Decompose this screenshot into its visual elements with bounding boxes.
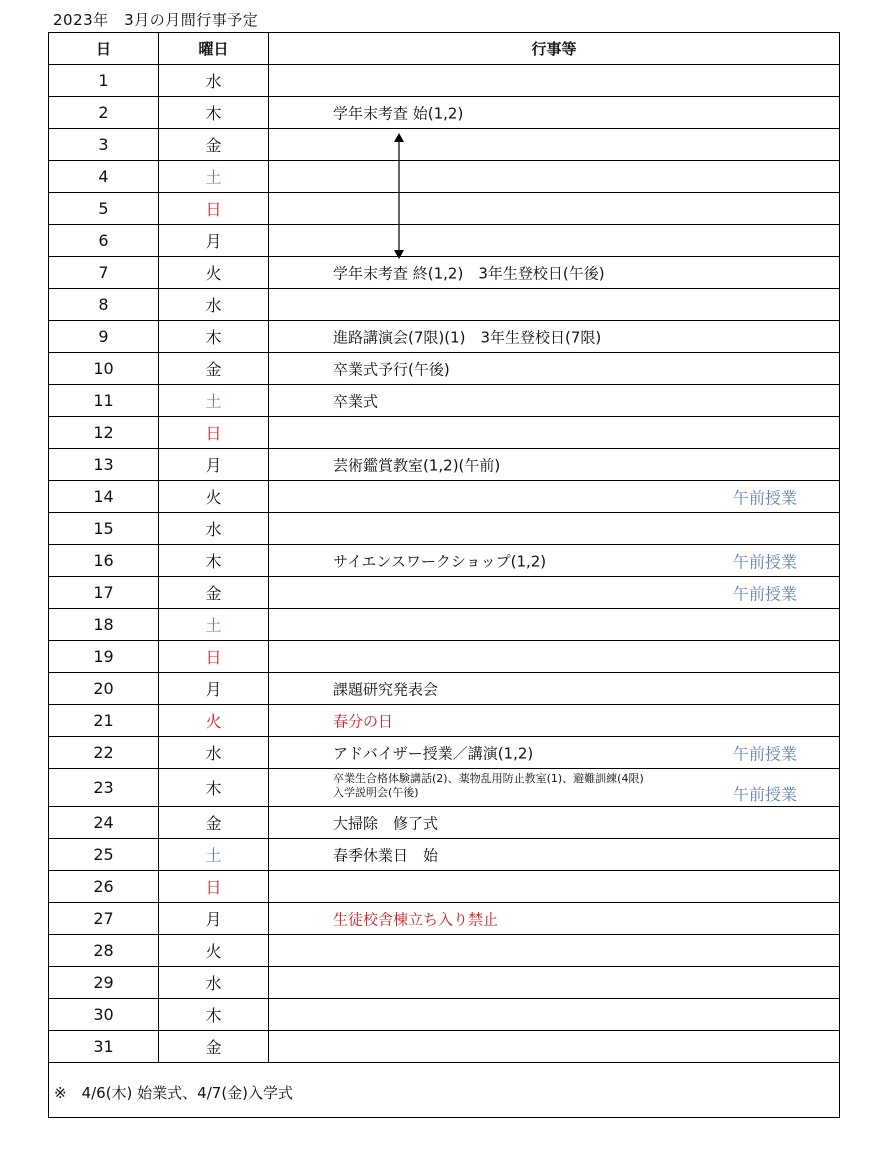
event-cell	[269, 321, 840, 353]
schedule-table	[48, 32, 840, 1063]
day-cell: 22	[49, 737, 159, 769]
event-cell	[269, 545, 840, 577]
event-line-2: 入学説明会(午後)	[333, 786, 419, 799]
table-row	[49, 321, 840, 353]
morning-class-label: 午前授業	[732, 744, 797, 763]
morning-class-label: 午前授業	[732, 552, 797, 571]
day-cell: 8	[49, 289, 159, 321]
event-cell	[269, 903, 840, 935]
event-text: 進路講演会(7限)(1) 3年生登校日(7限)	[333, 328, 602, 346]
event-cell	[269, 129, 840, 161]
event-cell	[269, 65, 840, 97]
event-cell	[269, 417, 840, 449]
dow-cell-saturday: 土	[159, 609, 269, 641]
day-cell: 20	[49, 673, 159, 705]
dow-cell: 木	[159, 321, 269, 353]
event-cell	[269, 289, 840, 321]
dow-cell-sunday: 日	[159, 417, 269, 449]
event-cell	[269, 353, 840, 385]
event-cell	[269, 999, 840, 1031]
day-cell: 12	[49, 417, 159, 449]
event-cell	[269, 97, 840, 129]
day-cell: 30	[49, 999, 159, 1031]
day-cell: 18	[49, 609, 159, 641]
dow-cell: 木	[159, 999, 269, 1031]
table-row	[49, 513, 840, 545]
dow-cell-saturday: 土	[159, 385, 269, 417]
day-cell: 28	[49, 935, 159, 967]
day-cell: 6	[49, 225, 159, 257]
table-row	[49, 161, 840, 193]
event-cell	[269, 967, 840, 999]
dow-cell-sunday: 日	[159, 871, 269, 903]
day-cell: 10	[49, 353, 159, 385]
event-text: 学年末考査 始(1,2)	[333, 104, 464, 122]
dow-cell: 火	[159, 935, 269, 967]
event-cell	[269, 449, 840, 481]
day-cell: 1	[49, 65, 159, 97]
event-cell	[269, 1031, 840, 1063]
footnote: ※ 4/6(木) 始業式、4/7(金)入学式	[54, 1084, 294, 1102]
event-text: 大掃除 修了式	[333, 814, 439, 832]
table-row	[49, 673, 840, 705]
table-row	[49, 1031, 840, 1063]
day-cell: 16	[49, 545, 159, 577]
holiday-text: 春分の日	[333, 712, 394, 730]
event-cell	[269, 385, 840, 417]
day-cell: 29	[49, 967, 159, 999]
day-cell: 7	[49, 257, 159, 289]
table-row	[49, 609, 840, 641]
event-text: 卒業式予行(午後)	[333, 360, 450, 378]
table-row	[49, 839, 840, 871]
dow-cell: 水	[159, 737, 269, 769]
warning-text: 生徒校舎棟立ち入り禁止	[333, 910, 499, 928]
dow-cell: 金	[159, 129, 269, 161]
day-cell: 14	[49, 481, 159, 513]
table-row	[49, 737, 840, 769]
day-cell: 3	[49, 129, 159, 161]
event-cell	[269, 641, 840, 673]
event-cell	[269, 257, 840, 289]
table-row	[49, 129, 840, 161]
dow-cell-saturday: 土	[159, 839, 269, 871]
day-cell: 19	[49, 641, 159, 673]
event-text: アドバイザー授業／講演(1,2)	[333, 744, 534, 762]
dow-cell: 火	[159, 481, 269, 513]
dow-cell: 水	[159, 65, 269, 97]
dow-cell: 水	[159, 513, 269, 545]
table-row	[49, 193, 840, 225]
day-cell: 2	[49, 97, 159, 129]
dow-cell: 金	[159, 577, 269, 609]
dow-cell: 木	[159, 769, 269, 807]
event-cell	[269, 577, 840, 609]
table-row	[49, 481, 840, 513]
event-cell	[269, 705, 840, 737]
table-row	[49, 577, 840, 609]
table-row	[49, 967, 840, 999]
dow-cell: 木	[159, 97, 269, 129]
day-cell: 21	[49, 705, 159, 737]
dow-cell: 木	[159, 545, 269, 577]
dow-cell-sunday: 日	[159, 641, 269, 673]
event-cell	[269, 481, 840, 513]
event-cell	[269, 737, 840, 769]
dow-cell: 月	[159, 225, 269, 257]
dow-cell: 月	[159, 449, 269, 481]
day-cell: 4	[49, 161, 159, 193]
dow-cell-sunday: 日	[159, 193, 269, 225]
table-row	[49, 641, 840, 673]
dow-cell: 金	[159, 807, 269, 839]
table-row	[49, 289, 840, 321]
dow-cell: 月	[159, 673, 269, 705]
dow-cell: 水	[159, 289, 269, 321]
morning-class-label: 午前授業	[732, 584, 797, 603]
event-cell	[269, 513, 840, 545]
header-row	[49, 33, 840, 65]
event-cell	[269, 161, 840, 193]
day-cell: 13	[49, 449, 159, 481]
event-text: サイエンスワークショップ(1,2)	[333, 552, 547, 570]
event-cell	[269, 839, 840, 871]
schedule-frame	[48, 32, 840, 1118]
table-row	[49, 999, 840, 1031]
table-row	[49, 225, 840, 257]
dow-cell: 金	[159, 353, 269, 385]
table-row	[49, 449, 840, 481]
day-cell: 17	[49, 577, 159, 609]
day-cell: 26	[49, 871, 159, 903]
event-text: 学年末考査 終(1,2) 3年生登校日(午後)	[333, 264, 605, 282]
event-text: 春季休業日 始	[333, 846, 439, 864]
table-row	[49, 385, 840, 417]
header-events: 行事等	[269, 33, 840, 65]
dow-cell: 火	[159, 257, 269, 289]
event-cell	[269, 193, 840, 225]
table-row	[49, 65, 840, 97]
event-line-1: 卒業生合格体験講話(2)、薬物乱用防止教室(1)、避難訓練(4限)	[333, 772, 644, 785]
event-text: 芸術鑑賞教室(1,2)(午前)	[333, 456, 501, 474]
event-cell	[269, 871, 840, 903]
day-cell: 25	[49, 839, 159, 871]
day-cell: 31	[49, 1031, 159, 1063]
day-cell: 27	[49, 903, 159, 935]
event-cell	[269, 225, 840, 257]
day-cell: 23	[49, 769, 159, 807]
morning-class-label: 午前授業	[732, 488, 797, 507]
double-headed-arrow-icon	[398, 133, 400, 259]
event-cell	[269, 807, 840, 839]
event-cell	[269, 609, 840, 641]
morning-class-label: 午前授業	[732, 785, 797, 804]
event-cell	[269, 673, 840, 705]
table-row	[49, 353, 840, 385]
event-text: 課題研究発表会	[333, 680, 439, 698]
dow-cell: 水	[159, 967, 269, 999]
dow-cell-saturday: 土	[159, 161, 269, 193]
table-row	[49, 257, 840, 289]
day-cell: 11	[49, 385, 159, 417]
table-row	[49, 935, 840, 967]
table-row	[49, 871, 840, 903]
table-row	[49, 545, 840, 577]
table-row	[49, 769, 840, 807]
day-cell: 24	[49, 807, 159, 839]
page-title: 2023年 3月の月間行事予定	[53, 11, 259, 29]
dow-cell-holiday: 火	[159, 705, 269, 737]
day-cell: 9	[49, 321, 159, 353]
table-row	[49, 97, 840, 129]
day-cell: 15	[49, 513, 159, 545]
event-text: 卒業式	[333, 392, 379, 410]
day-cell: 5	[49, 193, 159, 225]
event-text-multiline	[333, 772, 644, 800]
dow-cell: 月	[159, 903, 269, 935]
table-row	[49, 705, 840, 737]
event-cell	[269, 769, 840, 807]
header-dow: 曜日	[159, 33, 269, 65]
dow-cell: 金	[159, 1031, 269, 1063]
table-row	[49, 903, 840, 935]
table-row	[49, 417, 840, 449]
event-cell	[269, 935, 840, 967]
header-day: 日	[49, 33, 159, 65]
table-row	[49, 807, 840, 839]
